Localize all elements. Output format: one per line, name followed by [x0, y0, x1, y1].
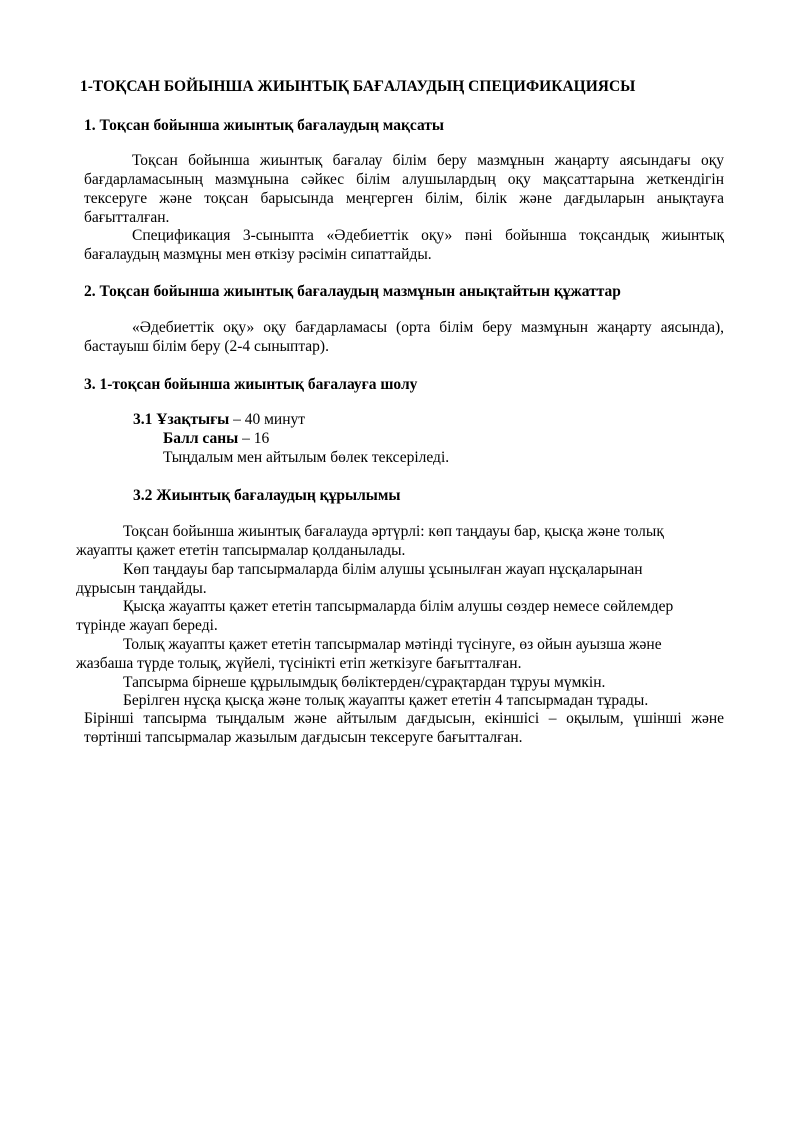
listening-note: Тыңдалым мен айтылым бөлек тексеріледі.: [163, 449, 450, 466]
section-2-paragraph-1: «Әдебиеттік оқу» оқу бағдарламасы (орта білім беру мазмұнын жаңарту аясында), бастауыш білім беру (2-4 сыныптар).: [84, 319, 724, 355]
section-1-heading: 1. Тоқсан бойынша жиынтық бағалаудың мақсаты: [84, 117, 445, 134]
score-line: [163, 429, 269, 448]
duration-line: [133, 410, 305, 429]
duration-value: – 40 минут: [229, 411, 306, 428]
structure-p1-line1: Тоқсан бойынша жиынтық бағалауда әртүрлі: көп таңдауы бар, қысқа және толық: [123, 523, 664, 540]
structure-p4-line1: Толық жауапты қажет ететін тапсырмалар мәтінді түсінуге, өз ойын ауызша және: [123, 636, 662, 653]
structure-p4-line2: жазбаша түрде толық, жүйелі, түсінікті етіп жеткізуге бағытталған.: [76, 655, 522, 672]
structure-p7: Бірінші тапсырма тыңдалым және айтылым дағдысын, екіншісі – оқылым, үшінші және төртінші тапсырмалар жазылым дағдысын тексеруге бағытталған.: [84, 710, 724, 746]
duration-label: 3.1 Ұзақтығы: [133, 411, 230, 428]
structure-p3-line2: түрінде жауап береді.: [76, 617, 218, 634]
score-label: Балл саны: [163, 430, 239, 447]
score-value: – 16: [238, 430, 270, 447]
structure-p2-line1: Көп таңдауы бар тапсырмаларда білім алушы ұсынылған жауап нұсқаларынан: [123, 561, 643, 578]
structure-p3-line1: Қысқа жауапты қажет ететін тапсырмаларда білім алушы сөздер немесе сөйлемдер: [123, 598, 674, 615]
section-3-heading: 3. 1-тоқсан бойынша жиынтық бағалауға шолу: [84, 376, 418, 393]
structure-p2-line2: дұрысын таңдайды.: [76, 580, 207, 597]
document-title: 1-ТОҚСАН БОЙЫНША ЖИЫНТЫҚ БАҒАЛАУДЫҢ СПЕЦИФИКАЦИЯСЫ: [80, 78, 636, 95]
structure-p6: Берілген нұсқа қысқа және толық жауапты қажет ететін 4 тапсырмадан тұрады.: [123, 692, 649, 709]
section-1-paragraph-1: Тоқсан бойынша жиынтық бағалау білім беру мазмұнын жаңарту аясындағы оқу бағдарламасының мазмұнына сәйкес білім алушылардың оқу мақсаттарына жеткендігін тексеруге және тоқсан барысында меңгерген білім, білік және дағдыларын анықтауға бағытталған.: [84, 152, 724, 226]
structure-p5: Тапсырма бірнеше құрылымдық бөліктерден/сұрақтардан тұруы мүмкін.: [123, 674, 606, 691]
structure-p1-line2: жауапты қажет ететін тапсырмалар қолданылады.: [76, 542, 406, 559]
section-2-heading: 2. Тоқсан бойынша жиынтық бағалаудың мазмұнын анықтайтын құжаттар: [84, 283, 621, 300]
structure-heading: 3.2 Жиынтық бағалаудың құрылымы: [133, 487, 401, 504]
section-1-paragraph-2: Спецификация 3-сыныпта «Әдебиеттік оқу» пәні бойынша тоқсандық жиынтық бағалаудың мазмұны мен өткізу рәсімін сипаттайды.: [84, 227, 724, 263]
